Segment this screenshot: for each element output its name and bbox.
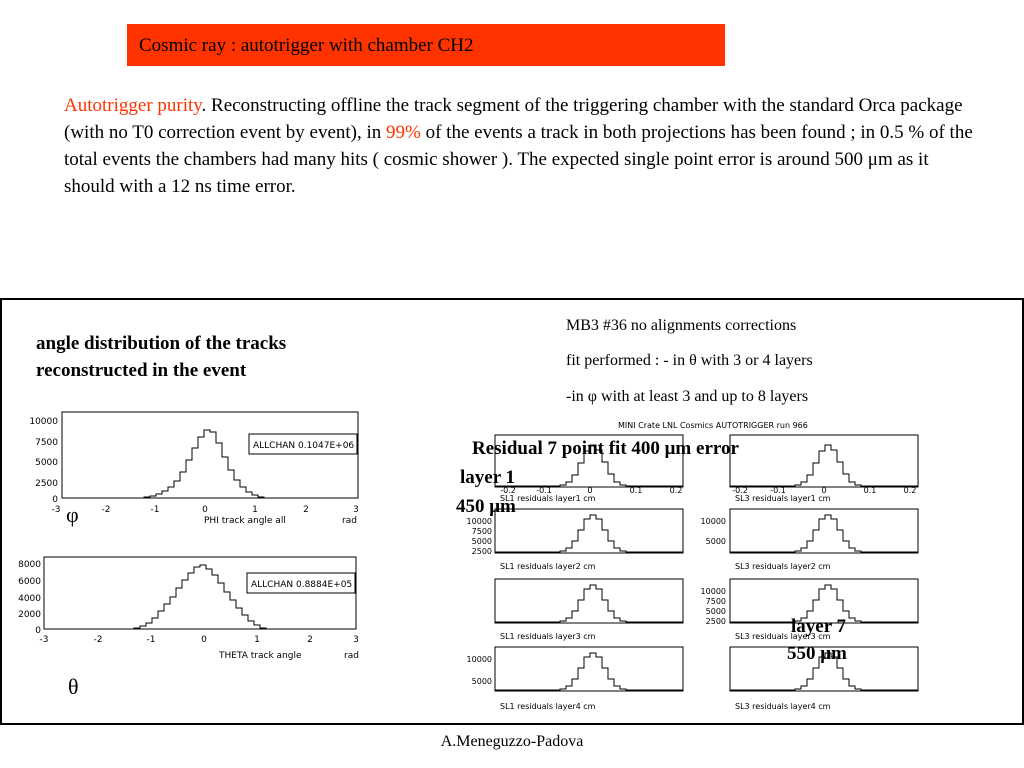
residual-ytick: 5000 [471, 537, 492, 546]
layer1-error-label: 450 μm [456, 496, 516, 517]
residual-label: SL3 residuals layer3 cm [735, 632, 831, 641]
residual-label: SL1 residuals layer3 cm [500, 632, 596, 641]
residual-ytick: 2500 [471, 547, 492, 556]
theta-xtick: -1 [146, 635, 156, 645]
phi-xtick: -1 [150, 505, 160, 515]
residuals-header: MINI Crate LNL Cosmics AUTOTRIGGER run 966 [618, 421, 808, 430]
slide-title: Cosmic ray : autotrigger with chamber CH2 [127, 24, 725, 66]
residual-ytick: 7500 [705, 597, 726, 606]
theta-unit: rad [344, 651, 359, 661]
theta-xtick: 3 [353, 635, 359, 645]
theta-xtick: 1 [254, 635, 260, 645]
layer7-error-label: 550 μm [787, 643, 847, 664]
phi-statbox: ALLCHAN 0.1047E+06 [253, 441, 355, 451]
purity-paragraph [64, 92, 974, 200]
theta-statbox: ALLCHAN 0.8884E+05 [251, 580, 353, 590]
phi-xtick: 3 [353, 505, 359, 515]
phi-symbol: φ [66, 502, 79, 527]
residual-xtick: 0.1 [863, 486, 877, 495]
residual-label: SL3 residuals layer2 cm [735, 562, 831, 571]
phi-xtick: -2 [101, 505, 111, 515]
residual-ytick: 10000 [700, 587, 726, 596]
footer-author: A.Meneguzzo-Padova [440, 733, 584, 750]
residual-xtick: -0.2 [732, 486, 748, 495]
purity-text-2: of the events a track in both projections has been found ; in 0.5 % of the total events the chambers had many hits ( cosmic shower ). The expected single point error is around 500 μm as it should with a 12 ns time error. [64, 122, 973, 197]
residuals-grid [440, 417, 924, 715]
mb3-line-1: MB3 #36 no alignments corrections [566, 317, 797, 334]
purity-text-1: . Reconstructing offline the track segment of the triggering chamber with the standard Orca package (with no T0 correction event by event), in [64, 95, 963, 143]
residual-xtick: 0 [821, 486, 827, 495]
residual-plot-sl1-l4 [495, 647, 683, 711]
theta-xtick: 2 [307, 635, 313, 645]
mb3-line-3: -in φ with at least 3 and up to 8 layers [566, 388, 809, 405]
residual-xtick: 0.2 [903, 486, 917, 495]
theta-xtick: -2 [93, 635, 103, 645]
theta-ytick: 6000 [18, 577, 41, 587]
residual-label: SL1 residuals layer1 cm [500, 494, 596, 503]
residual-plot-sl3-l2 [730, 509, 918, 571]
phi-ytick: 7500 [35, 438, 58, 448]
residual-xtick: 0.1 [629, 486, 643, 495]
layer7-label: layer 7 [791, 616, 847, 637]
phi-xtick: 2 [303, 505, 309, 515]
theta-ytick: 8000 [18, 560, 41, 570]
theta-ytick: 4000 [18, 594, 41, 604]
residual-xtick: 0 [587, 486, 593, 495]
phi-xtick: 0 [202, 505, 208, 515]
residual-xtick: -0.1 [770, 486, 786, 495]
residual-label: SL1 residuals layer4 cm [500, 702, 596, 711]
residual-plot-sl1-l2 [495, 509, 683, 571]
residual-ytick: 10000 [466, 517, 492, 526]
residual-ytick: 10000 [466, 655, 492, 664]
purity-percent: 99% [386, 122, 421, 143]
phi-ytick: 5000 [35, 458, 58, 468]
theta-symbol: θ [68, 674, 79, 699]
residual-ytick: 2500 [705, 617, 726, 626]
theta-ytick: 0 [35, 626, 41, 636]
residual-ytick: 5000 [705, 537, 726, 546]
residual-label: SL3 residuals layer1 cm [735, 494, 831, 503]
residual-ytick: 10000 [700, 517, 726, 526]
phi-xtick: -3 [51, 505, 61, 515]
residual-label: SL3 residuals layer4 cm [735, 702, 831, 711]
phi-unit: rad [342, 516, 357, 525]
phi-xtick: 1 [252, 505, 258, 515]
theta-xlabel: THETA track angle [219, 651, 302, 661]
phi-ytick: 0 [52, 495, 58, 505]
theta-xtick: 0 [201, 635, 207, 645]
residual-plot-sl1-l3 [495, 579, 683, 641]
residual-ytick: 5000 [705, 607, 726, 616]
residual-ytick: 5000 [471, 677, 492, 686]
phi-xlabel: PHI track angle all [204, 516, 286, 525]
residual-xtick: -0.1 [536, 486, 552, 495]
purity-lead: Autotrigger purity [64, 95, 202, 116]
theta-histogram [14, 555, 364, 665]
phi-ytick: 2500 [35, 479, 58, 489]
mb3-line-2: fit performed : - in θ with 3 or 4 layers [566, 352, 813, 369]
theta-ytick: 2000 [18, 610, 41, 620]
theta-xtick: -3 [39, 635, 49, 645]
residual-ytick: 7500 [471, 527, 492, 536]
angle-distribution-title: angle distribution of the tracks reconstructed in the event [36, 333, 287, 381]
layer1-label: layer 1 [460, 467, 516, 488]
residual-label: SL1 residuals layer2 cm [500, 562, 596, 571]
residual-xtick: 0.2 [669, 486, 683, 495]
residual-xtick: -0.2 [500, 486, 516, 495]
residual-fit-label: Residual 7 point fit 400 μm error [472, 438, 739, 459]
phi-ytick: 10000 [29, 417, 58, 427]
